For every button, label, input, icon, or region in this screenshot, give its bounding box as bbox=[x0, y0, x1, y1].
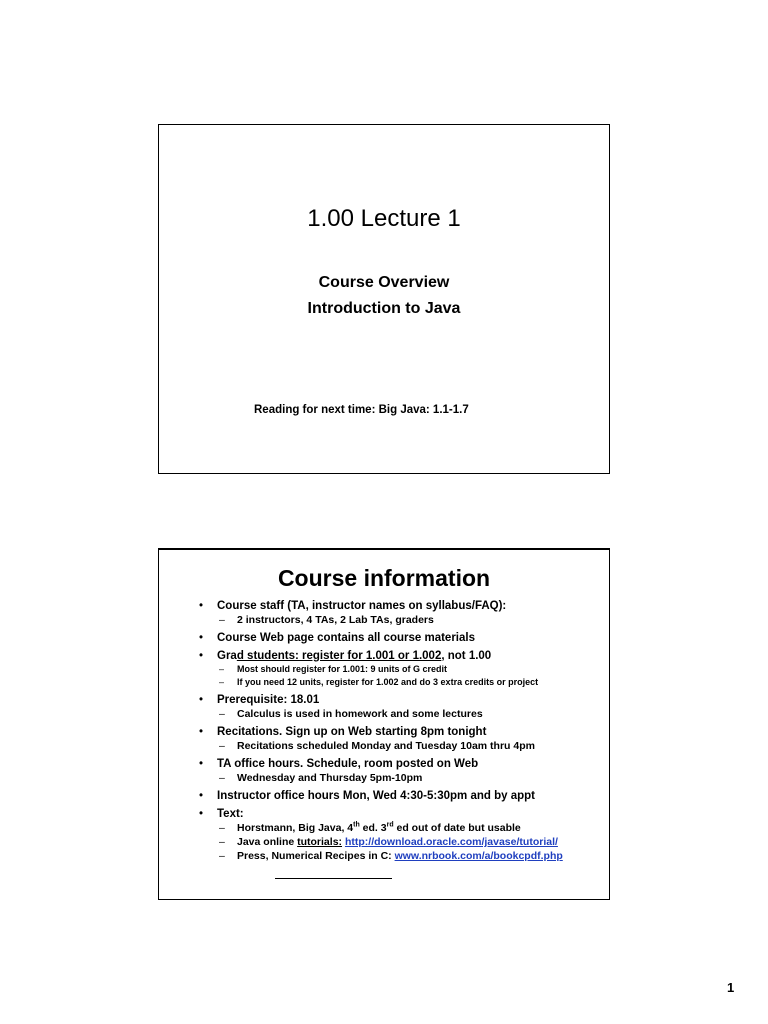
sub-bullet-horstmann: – Horstmann, Big Java, 4th ed. 3rd ed out of date but usable bbox=[219, 821, 521, 834]
bullet-ta-office-hours: • TA office hours. Schedule, room posted on Web bbox=[199, 758, 479, 770]
bullet-text: • Text: bbox=[199, 808, 244, 820]
slide-1 bbox=[158, 124, 610, 474]
sub-bullet-staff-counts: – 2 instructors, 4 TAs, 2 Lab TAs, graders bbox=[219, 614, 434, 626]
slide-1-subtitle-intro: Introduction to Java bbox=[307, 300, 461, 317]
tutorial-link[interactable]: http://download.oracle.com/javase/tutorial/ bbox=[344, 836, 558, 848]
bullet-course-staff: • Course staff (TA, instructor names on syllabus/FAQ): bbox=[199, 600, 507, 612]
slide-1-title: 1.00 Lecture 1 bbox=[307, 205, 461, 232]
slide-1-subtitle-overview: Course Overview bbox=[318, 274, 450, 291]
sub-bullet-java-tutorials: – Java online tutorials: http://download.oracle.com/javase/tutorial/ bbox=[219, 836, 558, 848]
bullet-prerequisite: • Prerequisite: 18.01 bbox=[199, 694, 320, 706]
slide-2 bbox=[158, 548, 610, 900]
bullet-recitations: • Recitations. Sign up on Web starting 8pm tonight bbox=[199, 726, 487, 738]
sub-bullet-register-1002: – If you need 12 units, register for 1.002 and do 3 extra credits or project bbox=[219, 677, 539, 687]
sub-bullet-numerical-recipes: – Press, Numerical Recipes in C: www.nrbook.com/a/bookcpdf.php bbox=[219, 850, 563, 862]
bullet-instructor-office-hours: • Instructor office hours Mon, Wed 4:30-5:30pm and by appt bbox=[199, 790, 535, 802]
bullet-list bbox=[199, 597, 599, 863]
page-number: 1 bbox=[727, 980, 735, 995]
slide-1-reading: Reading for next time: Big Java: 1.1-1.7 bbox=[254, 404, 469, 416]
bullet-course-web-page: • Course Web page contains all course materials bbox=[199, 632, 475, 644]
footnote-rule bbox=[275, 878, 392, 879]
sub-bullet-calculus: – Calculus is used in homework and some lectures bbox=[219, 708, 483, 720]
nrbook-link[interactable]: www.nrbook.com/a/bookcpdf.php bbox=[394, 850, 563, 862]
slide-2-title: Course information bbox=[277, 565, 491, 591]
sub-bullet-ta-hours: – Wednesday and Thursday 5pm-10pm bbox=[219, 772, 423, 784]
sub-bullet-recitation-schedule: – Recitations scheduled Monday and Tuesday 10am thru 4pm bbox=[219, 740, 535, 752]
bullet-grad-students: • Grad students: register for 1.001 or 1.002, not 1.00 bbox=[199, 650, 492, 662]
sub-bullet-register-1001: – Most should register for 1.001: 9 units of G credit bbox=[219, 664, 448, 674]
